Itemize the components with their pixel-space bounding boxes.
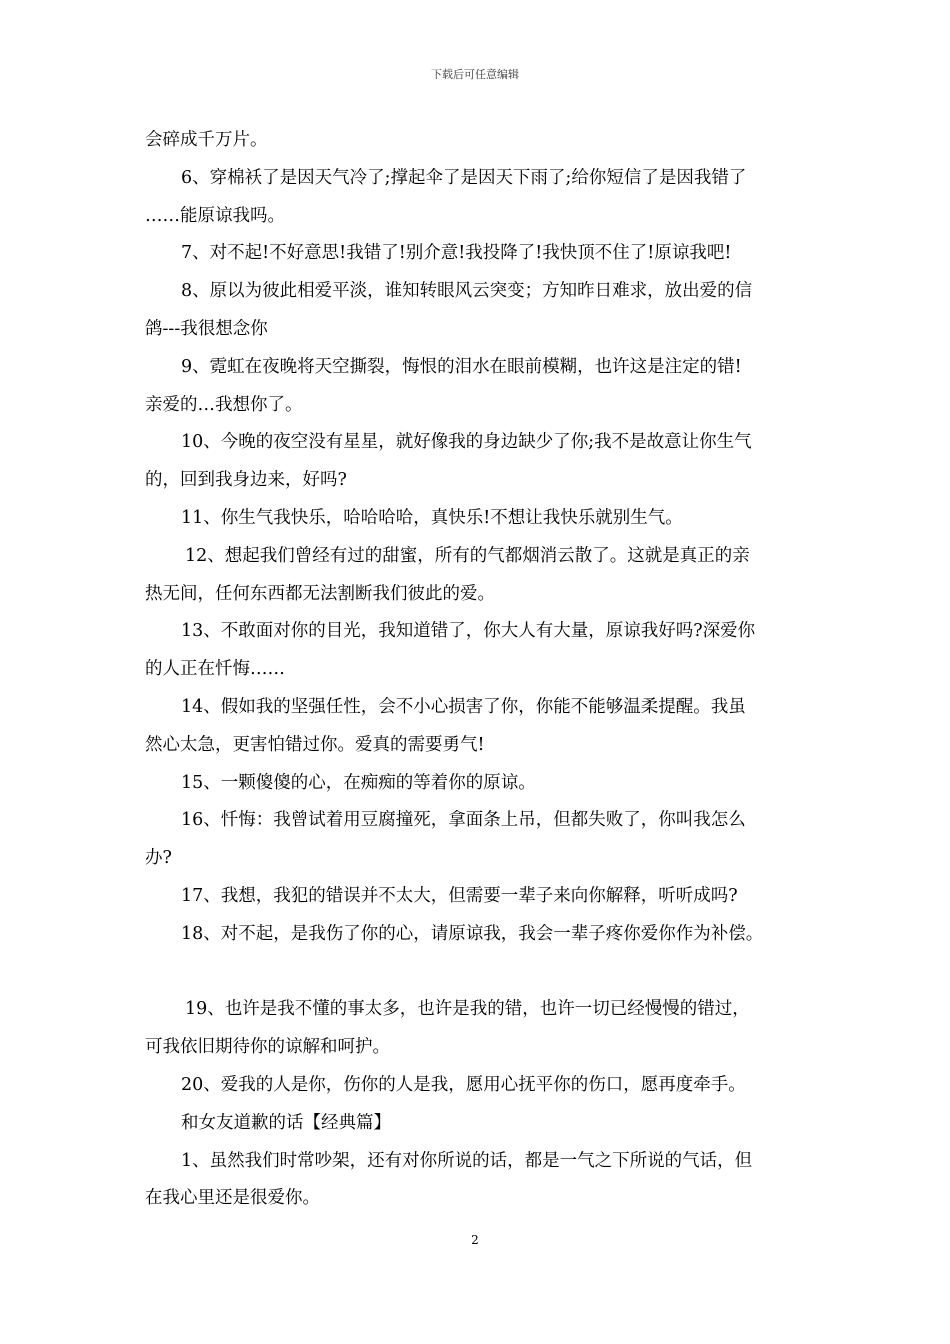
paragraph-line: 15、一颗傻傻的心，在痴痴的等着你的原谅。 [181, 772, 536, 793]
paragraph-line: 13、不敢面对你的目光，我知道错了，你大人有大量，原谅我好吗?深爱你 [181, 621, 756, 642]
paragraph-line: ……能原谅我吗。 [145, 205, 285, 226]
paragraph-line: 的人正在忏悔…… [145, 659, 285, 680]
paragraph-line: 9、霓虹在夜晚将天空撕裂，悔恨的泪水在眼前模糊，也许这是注定的错! [181, 356, 742, 377]
paragraph-line: 19、也许是我不懂的事太多，也许是我的错，也许一切已经慢慢的错过， [185, 999, 750, 1020]
paragraph-line: 11、你生气我快乐，哈哈哈哈，真快乐!不想让我快乐就别生气。 [181, 507, 683, 528]
blank-line [145, 954, 825, 992]
page-header: 下载后可任意编辑 [431, 68, 519, 81]
paragraph-line: 8、原以为彼此相爱平淡，谁知转眼风云突变；方知昨日难求，放出爱的信 [181, 281, 753, 302]
paragraph-line: 7、对不起!不好意思!我错了!别介意!我投降了!我快顶不住了!原谅我吧! [181, 243, 732, 264]
paragraph-line: 会碎成千万片。 [145, 130, 268, 150]
document-body [145, 122, 825, 1218]
page-number: 2 [471, 1233, 479, 1247]
paragraph-line: 亲爱的…我想你了。 [145, 394, 303, 415]
paragraph-line: 16、忏悔：我曾试着用豆腐撞死，拿面条上吊，但都失败了，你叫我怎么 [181, 810, 746, 831]
paragraph-line: 1、虽然我们时常吵架，还有对你所说的话，都是一气之下所说的气话，但 [181, 1150, 753, 1171]
section-heading: 和女友道歉的话【经典篇】 [181, 1112, 391, 1133]
paragraph-line: 在我心里还是很爱你。 [145, 1188, 320, 1209]
paragraph-line: 6、穿棉袄了是因天气冷了;撑起伞了是因天下雨了;给你短信了是因我错了 [181, 167, 747, 188]
paragraph-line: 14、假如我的坚强任性，会不小心损害了你，你能不能够温柔提醒。我虽 [181, 696, 746, 717]
paragraph-line: 办? [145, 848, 172, 869]
paragraph-line: 鸽---我很想念你 [145, 318, 268, 339]
paragraph-line: 12、想起我们曾经有过的甜蜜，所有的气都烟消云散了。这就是真正的亲 [185, 545, 750, 566]
paragraph-line: 然心太急，更害怕错过你。爱真的需要勇气! [145, 734, 485, 755]
paragraph-line: 18、对不起，是我伤了你的心，请原谅我，我会一辈子疼你爱你作为补偿。 [181, 923, 764, 944]
paragraph-line: 10、今晚的夜空没有星星，就好像我的身边缺少了你;我不是故意让你生气 [181, 432, 752, 453]
paragraph-line: 的，回到我身边来，好吗? [145, 470, 347, 491]
paragraph-line: 可我依旧期待你的谅解和呵护。 [145, 1037, 390, 1058]
paragraph-line: 17、我想，我犯的错误并不太大，但需要一辈子来向你解释，听听成吗? [181, 885, 738, 906]
paragraph-line: 热无间，任何东西都无法割断我们彼此的爱。 [145, 583, 495, 604]
paragraph-line: 20、爱我的人是你，伤你的人是我，愿用心抚平你的伤口，愿再度牵手。 [181, 1074, 746, 1095]
